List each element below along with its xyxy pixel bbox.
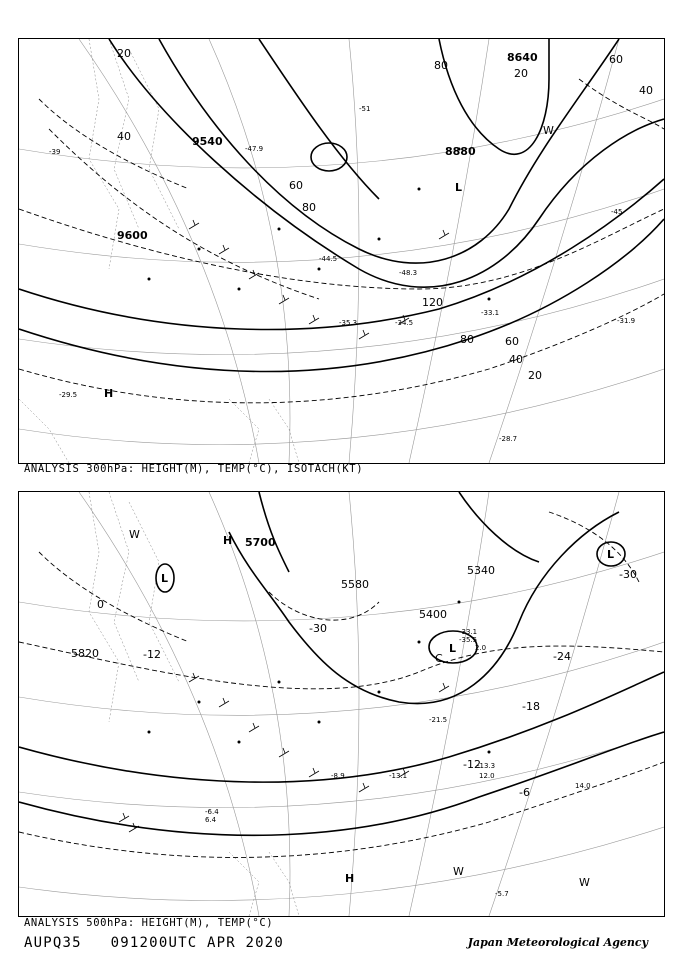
- map-panel-300hpa: [18, 38, 665, 464]
- station-value: 6.4: [205, 816, 217, 824]
- station-value: -13.1: [389, 772, 408, 780]
- wind-barbs: [119, 673, 449, 832]
- low-pressure-mark: L: [607, 548, 615, 561]
- low-pressure-mark: L: [455, 181, 463, 194]
- temp-contours: [19, 512, 664, 857]
- high-pressure-mark: H: [104, 387, 114, 400]
- isotach-label: 20: [117, 47, 131, 60]
- agency-name: Japan Meteorological Agency: [467, 936, 648, 949]
- temp-contour-label: -12: [463, 758, 481, 771]
- isotach-label: 20: [528, 369, 542, 382]
- temp-label: -48.3: [399, 269, 418, 277]
- isotach-label: 40: [509, 353, 523, 366]
- temp-contour-label: -12: [143, 648, 161, 661]
- isotach-label: 80: [460, 333, 474, 346]
- temp-label: -29.5: [59, 391, 78, 399]
- height-contours: [19, 492, 664, 835]
- temp-label: -44.5: [319, 255, 338, 263]
- caption-300hpa: ANALYSIS 300hPa: HEIGHT(M), TEMP(°C), ISOTACH(KT): [24, 463, 364, 475]
- temp-label: -33.1: [481, 309, 500, 317]
- high-pressure-mark: H: [223, 534, 233, 547]
- isotach-label: 60: [289, 179, 303, 192]
- chart-id: AUPQ35: [24, 935, 82, 951]
- station-markers: [148, 148, 491, 301]
- temp-label: -51: [359, 105, 371, 113]
- height-label: 8880: [445, 145, 476, 158]
- isotach-label: 60: [609, 53, 623, 66]
- caption-500hpa: ANALYSIS 500hPa: HEIGHT(M), TEMP(°C): [24, 917, 274, 929]
- terrain-hatching: [19, 39, 299, 463]
- temp-contour-label: -18: [522, 700, 540, 713]
- isotach-label: 80: [434, 59, 448, 72]
- height-label: 5580: [341, 578, 369, 591]
- isotach-label: 80: [302, 201, 316, 214]
- height-label: 5400: [419, 608, 447, 621]
- low-pressure-mark: L: [449, 642, 457, 655]
- isotach-label: 40: [117, 130, 131, 143]
- station-value: -33.1: [459, 628, 478, 636]
- temp-contour-label: 0: [97, 598, 104, 611]
- height-label: 9540: [192, 135, 223, 148]
- station-value: 12.0: [479, 772, 495, 780]
- weather-map-300hpa: [19, 39, 664, 463]
- chart-time: 091200UTC APR 2020: [110, 935, 284, 951]
- temp-label: -45: [611, 208, 623, 216]
- station-value: -35.5: [459, 636, 478, 644]
- height-label: 5820: [71, 647, 99, 660]
- height-label: 5340: [467, 564, 495, 577]
- station-value: -21.5: [429, 716, 448, 724]
- map-panel-500hpa: [18, 491, 665, 917]
- isotach-label: 40: [639, 84, 653, 97]
- height-label: 9600: [117, 229, 148, 242]
- temp-contour-label: -24: [553, 650, 571, 663]
- warm-mark: W: [579, 876, 590, 889]
- warm-mark: W: [543, 124, 554, 137]
- station-value: -5.7: [495, 890, 509, 898]
- temp-contour-label: -6: [519, 786, 530, 799]
- station-value: 2.0: [475, 644, 487, 652]
- temp-label: -31.9: [617, 317, 636, 325]
- high-pressure-mark: H: [345, 872, 355, 885]
- height-label: 8640: [507, 51, 538, 64]
- station-value: -13.3: [477, 762, 496, 770]
- weather-map-500hpa: [19, 492, 664, 916]
- station-value: 14.0: [575, 782, 591, 790]
- temp-label: -34.5: [395, 319, 414, 327]
- temp-contour-label: -30: [619, 568, 637, 581]
- station-value: -8.9: [331, 772, 345, 780]
- temp-label: -47.9: [245, 145, 264, 153]
- warm-mark: W: [453, 865, 464, 878]
- temp-label: -39: [49, 148, 61, 156]
- temp-label: -35.3: [339, 319, 358, 327]
- warm-mark: W: [129, 528, 140, 541]
- isotach-label: 60: [505, 335, 519, 348]
- height-label: 5700: [245, 536, 276, 549]
- chart-code: [24, 935, 284, 951]
- isotach-label: 120: [422, 296, 443, 309]
- low-pressure-mark: L: [161, 572, 169, 585]
- cold-mark: C: [435, 652, 443, 665]
- temp-contour-label: -30: [309, 622, 327, 635]
- isotach-label: 20: [514, 67, 528, 80]
- station-value: -6.4: [205, 808, 219, 816]
- graticule: [19, 492, 664, 916]
- temp-label: -28.7: [499, 435, 518, 443]
